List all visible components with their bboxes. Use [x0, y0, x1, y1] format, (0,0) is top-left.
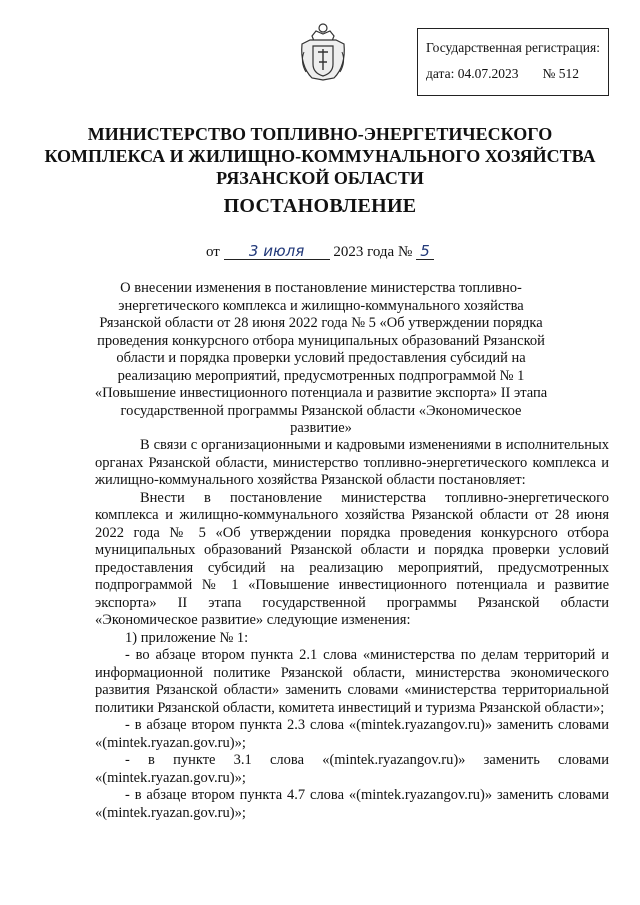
body-paragraph: Внести в постановление министерства топливно-энергетического комплекса и жилищно-коммунального хозяйства Рязанской области от 28 июня 2022 года № 5 «Об утверждении порядка проведения конкурсного отбора муниципальных образований Рязанской области и порядка проверки условий предоставления субсидий на реализацию мероприятий, предусмотренных подпрограммой № 1 «Повышение инвестиционного потенциала и развитие экспорта» II этапа государственной программы Рязанской области «Экономическое развитие» следующие изменения:	[95, 489, 609, 628]
body-paragraph: - в абзаце втором пункта 4.7 слова «(mintek.ryazangov.ru)» заменить словами «(mintek.ryazan.gov.ru)»;	[95, 787, 609, 821]
registration-date: дата: 04.07.2023	[426, 66, 519, 81]
registration-number: № 512	[542, 66, 579, 81]
registration-title: Государственная регистрация:	[426, 40, 600, 55]
body-paragraph: - в абзаце втором пункта 2.3 слова «(mintek.ryazangov.ru)» заменить словами «(mintek.ryazan.gov.ru)»;	[95, 717, 609, 751]
body-paragraph: - во абзаце втором пункта 2.1 слова «министерства по делам территорий и информационной политике Рязанской области, министерства экономического развития Рязанской области» заменить словами «министерства территориальной политики Рязанской области, комитета инвестиций и туризма Рязанской области»;	[95, 647, 609, 716]
document-dateline	[0, 243, 640, 261]
coat-of-arms-icon	[298, 22, 348, 84]
body-paragraph: - в пункте 3.1 слова «(mintek.ryazangov.ru)» заменить словами «(mintek.ryazan.gov.ru)»;	[95, 752, 609, 786]
registration-stamp	[417, 28, 609, 96]
body-paragraph: 1) приложение № 1:	[125, 629, 249, 646]
date-prefix: от	[205, 244, 220, 260]
document-type: ПОСТАНОВЛЕНИЕ	[223, 195, 417, 217]
document-body	[95, 437, 609, 822]
date-year-label: 2023 года №	[333, 244, 413, 260]
ministry-title: МИНИСТЕРСТВО ТОПЛИВНО-ЭНЕРГЕТИЧЕСКОГО КОМПЛЕКСА И ЖИЛИЩНО-КОММУНАЛЬНОГО ХОЗЯЙСТВА РЯЗАНСКОЙ ОБЛАСТИ	[44, 124, 596, 188]
document-subject: О внесении изменения в постановление министерства топливно-энергетического комплекса и жилищно-коммунального хозяйства Рязанской области от 28 июня 2022 года № 5 «Об утверждении порядка проведения конкурсного отбора муниципальных образований Рязанской области и порядка проверки условий предоставления субсидий на реализацию мероприятий, предусмотренных подпрограммой № 1 «Повышение инвестиционного потенциала и развитие экспорта» II этапа государственной программы Рязанской области «Экономическое развитие»	[94, 280, 548, 436]
body-paragraph: В связи с организационными и кадровыми изменениями в исполнительных органах Рязанской области, министерство топливно-энергетического комплекса и жилищно-коммунального хозяйства Рязанской области постановляет:	[95, 437, 609, 488]
registration-details	[426, 61, 608, 87]
handwritten-number: 5	[416, 243, 434, 260]
handwritten-date: 3 июля	[224, 243, 330, 260]
